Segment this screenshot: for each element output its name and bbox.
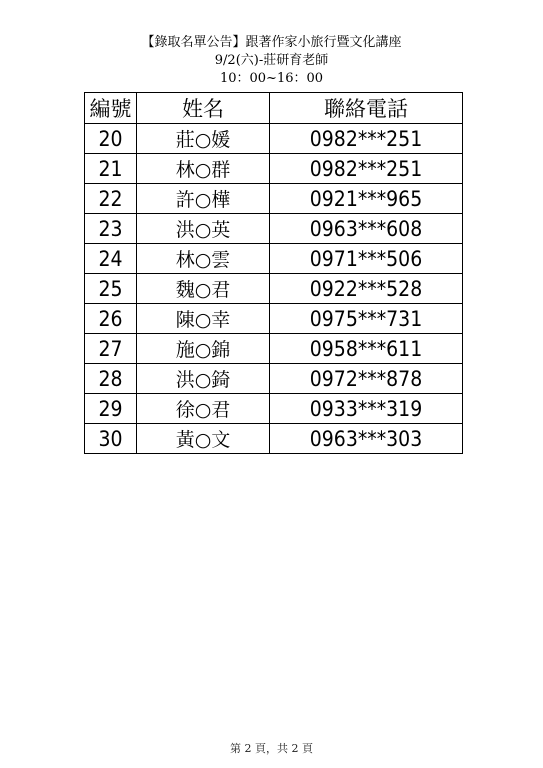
row-phone: 0933***319 <box>270 394 463 424</box>
row-name: 陳○幸 <box>137 304 270 334</box>
row-id: 22 <box>85 184 137 214</box>
row-id: 29 <box>85 394 137 424</box>
row-phone: 0963***608 <box>270 214 463 244</box>
table-row <box>85 304 463 334</box>
row-id: 30 <box>85 424 137 454</box>
row-id: 27 <box>85 334 137 364</box>
column-header-phone: 聯絡電話 <box>270 93 463 124</box>
row-name: 徐○君 <box>137 394 270 424</box>
row-phone: 0975***731 <box>270 304 463 334</box>
row-name: 洪○英 <box>137 214 270 244</box>
event-date-speaker: 9/2(六)-莊研育老師 <box>214 53 329 68</box>
document-header <box>0 34 543 88</box>
column-header-id: 編號 <box>85 93 137 124</box>
column-header-name: 姓名 <box>137 93 270 124</box>
row-id: 23 <box>85 214 137 244</box>
table-header-row <box>85 93 463 124</box>
table-row <box>85 244 463 274</box>
row-id: 26 <box>85 304 137 334</box>
row-name: 林○雲 <box>137 244 270 274</box>
row-name: 洪○錡 <box>137 364 270 394</box>
table-row <box>85 154 463 184</box>
row-name: 莊○媛 <box>137 124 270 154</box>
table-row <box>85 214 463 244</box>
row-id: 20 <box>85 124 137 154</box>
table-row <box>85 184 463 214</box>
table-row <box>85 274 463 304</box>
table-row <box>85 394 463 424</box>
row-name: 黃○文 <box>137 424 270 454</box>
row-phone: 0958***611 <box>270 334 463 364</box>
event-time: 10：00~16：00 <box>219 71 324 86</box>
row-phone: 0971***506 <box>270 244 463 274</box>
row-phone: 0921***965 <box>270 184 463 214</box>
row-id: 28 <box>85 364 137 394</box>
table-row <box>85 424 463 454</box>
admission-list-table <box>84 92 463 454</box>
row-phone: 0982***251 <box>270 124 463 154</box>
row-phone: 0922***528 <box>270 274 463 304</box>
row-id: 25 <box>85 274 137 304</box>
row-name: 施○錦 <box>137 334 270 364</box>
row-name: 魏○君 <box>137 274 270 304</box>
row-phone: 0982***251 <box>270 154 463 184</box>
row-phone: 0972***878 <box>270 364 463 394</box>
table-row <box>85 124 463 154</box>
row-name: 林○群 <box>137 154 270 184</box>
row-name: 許○樺 <box>137 184 270 214</box>
row-id: 24 <box>85 244 137 274</box>
table-row <box>85 334 463 364</box>
row-id: 21 <box>85 154 137 184</box>
row-phone: 0963***303 <box>270 424 463 454</box>
table-row <box>85 364 463 394</box>
document-title: 【錄取名單公告】跟著作家小旅行暨文化講座 <box>141 35 402 50</box>
page-number: 第 2 頁，共 2 頁 <box>230 742 313 755</box>
